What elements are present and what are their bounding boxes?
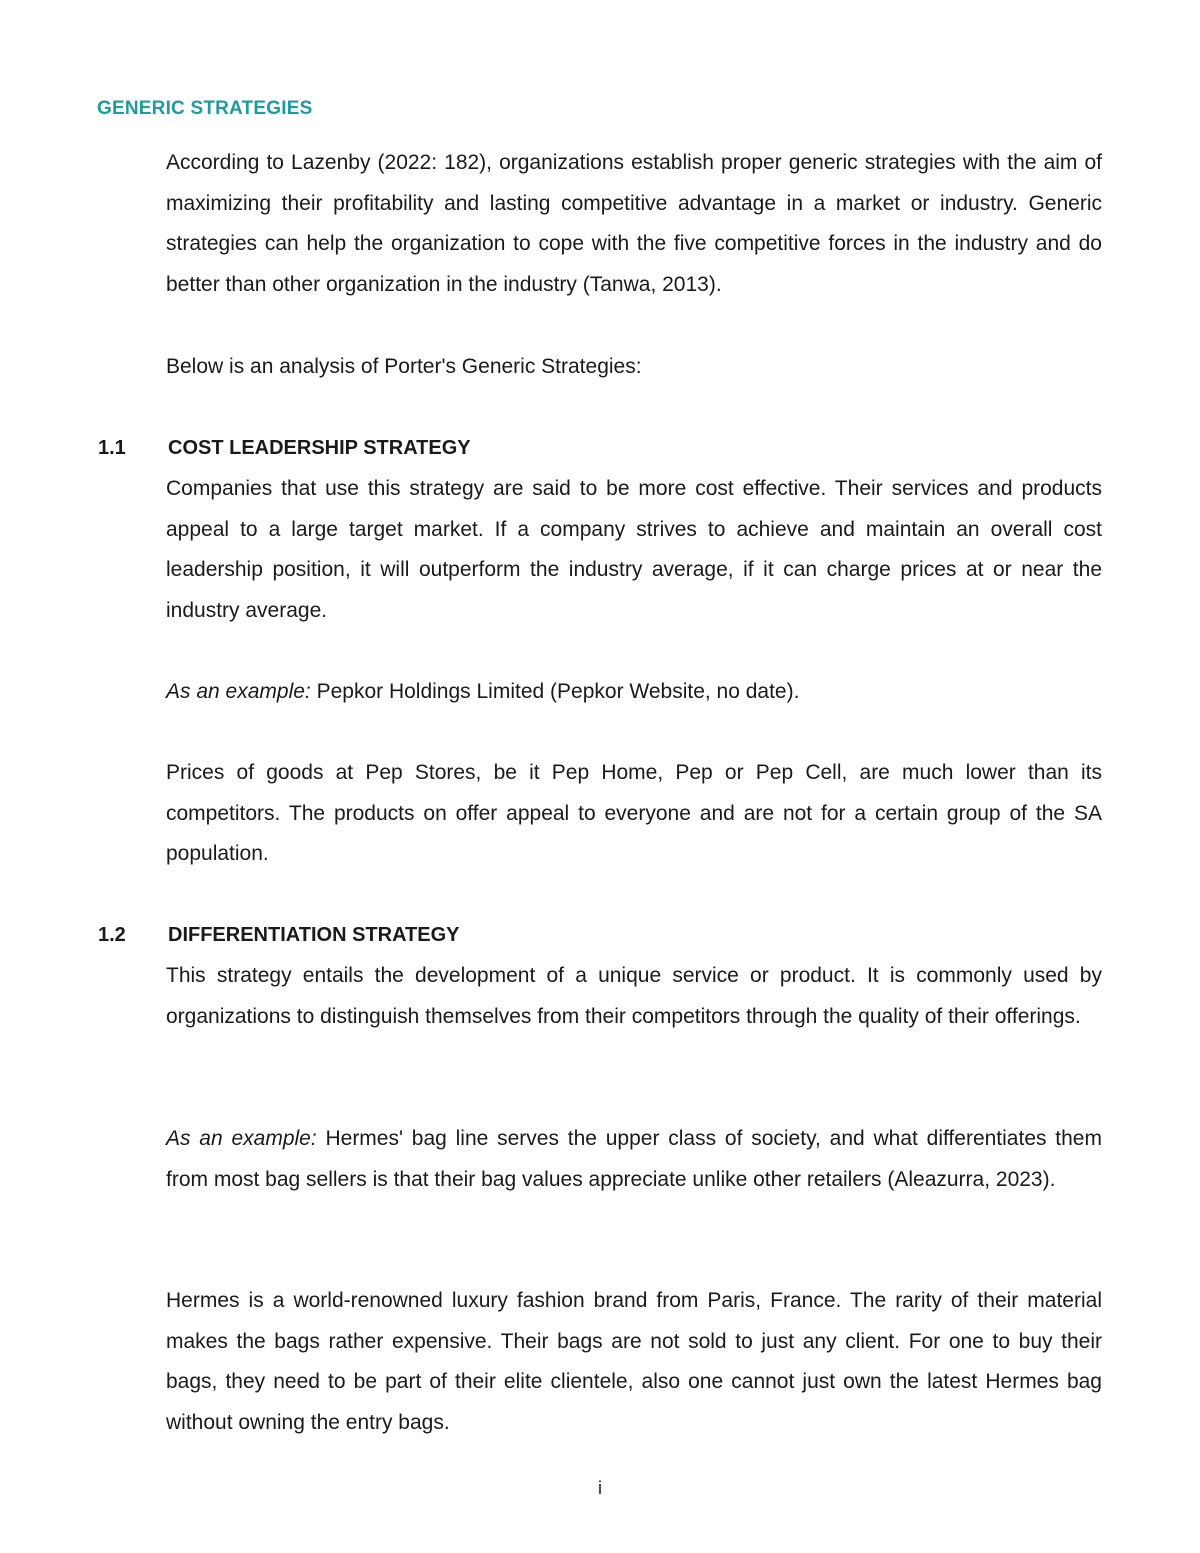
page-number: i: [598, 1478, 602, 1498]
intro-paragraph: According to Lazenby (2022: 182), organizations establish proper generic strategies with the aim of maximizing their profitability and lasting competitive advantage in a market or industry. Generic strategies can help the organization to cope with the five competitive forces in the industry and do better than other organization in the industry (Tanwa, 2013).: [166, 151, 1102, 296]
cost-leadership-detail: Prices of goods at Pep Stores, be it Pep Home, Pep or Pep Cell, are much lower than its competitors. The products on offer appeal to everyone and are not for a certain group of the SA population.: [166, 761, 1102, 866]
section-number-differentiation: 1.2: [98, 924, 126, 946]
section-title-differentiation: DIFFERENTIATION STRATEGY: [168, 924, 460, 946]
cost-leadership-body: Companies that use this strategy are said to be more cost effective. Their services and products appeal to a large target market. If a company strives to achieve and maintain an overall cost leadership position, it will outperform the industry average, if it can charge prices at or near the industry average.: [166, 477, 1102, 622]
analysis-intro: Below is an analysis of Porter's Generic Strategies:: [166, 355, 642, 378]
document-title: GENERIC STRATEGIES: [97, 98, 313, 119]
example-text: Hermes' bag line serves the upper class of society, and what differentiates them from most bag sellers is that their bag values appreciate unlike other retailers (Aleazurra, 2023).: [166, 1127, 1102, 1191]
differentiation-body: This strategy entails the development of a unique service or product. It is commonly used by organizations to distinguish themselves from their competitors through the quality of their offerings.: [166, 964, 1102, 1028]
differentiation-example: [166, 1119, 1102, 1200]
section-title-cost-leadership: COST LEADERSHIP STRATEGY: [168, 437, 471, 459]
example-label: As an example:: [166, 1127, 317, 1150]
section-number-cost-leadership: 1.1: [98, 437, 126, 459]
cost-leadership-example: [166, 672, 1102, 713]
differentiation-detail: Hermes is a world-renowned luxury fashion brand from Paris, France. The rarity of their material makes the bags rather expensive. Their bags are not sold to just any client. For one to buy their bags, they need to be part of their elite clientele, also one cannot just own the latest Hermes bag without owning the entry bags.: [166, 1289, 1102, 1434]
example-text: Pepkor Holdings Limited (Pepkor Website, no date).: [310, 680, 800, 703]
example-label: As an example:: [166, 680, 311, 703]
